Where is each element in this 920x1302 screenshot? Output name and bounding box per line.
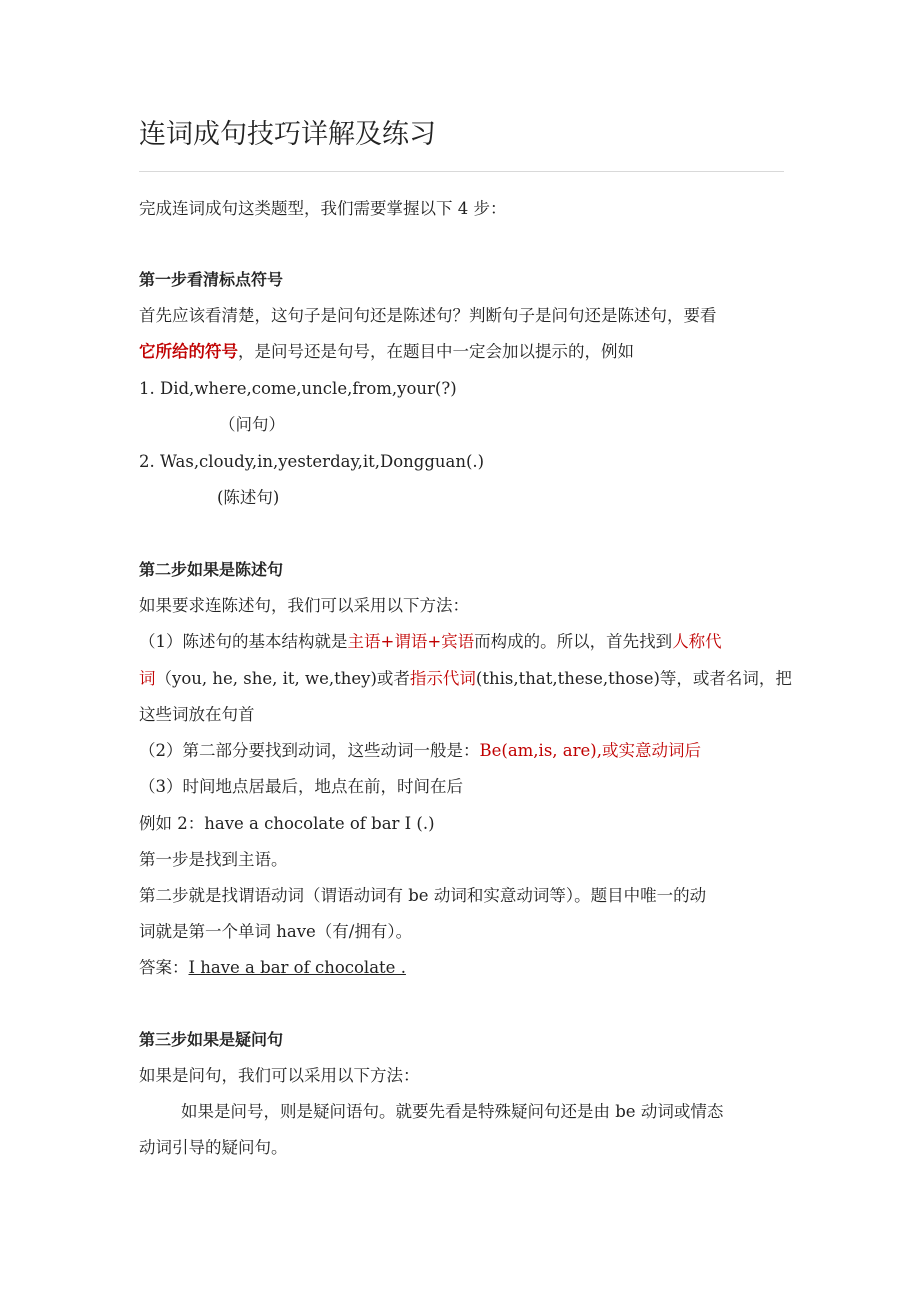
title-divider xyxy=(139,171,784,172)
step2-intro: 如果要求连陈述句，我们可以采用以下方法： xyxy=(139,596,469,615)
step2-sub2: 第二步就是找谓语动词（谓语动词有 be 动词和实意动词等）。题目中唯一的动 xyxy=(139,886,707,905)
step2-point1-line1 xyxy=(139,630,722,654)
verb-highlight: Be(am,is, are),或实意动词后 xyxy=(479,741,701,760)
step3-heading: 第三步如果是疑问句 xyxy=(139,1030,284,1049)
step1-heading: 第一步看清标点符号 xyxy=(139,270,284,289)
demonstrative-highlight: 指示代词 xyxy=(409,669,476,688)
example2-text: 2. Was,cloudy,in,yesterday,it,Dongguan(.) xyxy=(139,452,485,471)
answer-text: I have a bar of chocolate . xyxy=(188,958,406,977)
pronoun-highlight: 人称代 xyxy=(672,632,722,651)
step1-line1: 首先应该看清楚，这句子是问句还是陈述句？判断句子是问句还是陈述句，要看 xyxy=(139,306,717,325)
step1-line2-rest: ，是问号还是句号，在题目中一定会加以提示的，例如 xyxy=(238,342,634,361)
step3-para-line2: 动词引导的疑问句。 xyxy=(139,1138,288,1157)
step3-intro: 如果是问句，我们可以采用以下方法： xyxy=(139,1066,420,1085)
answer-label: 答案： xyxy=(139,958,189,977)
step2-text: (this,that,these,those)等，或者名词，把 xyxy=(475,669,792,688)
step2-example: 例如 2：have a chocolate of bar I (.) xyxy=(139,814,435,833)
structure-highlight: 主语+谓语+宾语 xyxy=(347,632,475,651)
step2-point1-line2 xyxy=(139,667,792,691)
step2-point2 xyxy=(139,739,701,763)
step2-text: 而构成的。所以，首先找到 xyxy=(474,632,673,651)
step2-point3: （3）时间地点居最后，地点在前，时间在后 xyxy=(139,777,463,796)
step2-text: （2）第二部分要找到动词，这些动词一般是： xyxy=(139,741,480,760)
document-title: 连词成句技巧详解及练习 xyxy=(139,119,436,150)
step2-sub3: 词就是第一个单词 have（有/拥有）。 xyxy=(139,922,413,941)
example2-note: (陈述句) xyxy=(217,488,280,507)
step2-text: （you, he, she, it, we,they)或者 xyxy=(155,669,410,688)
example1-text: 1. Did,where,come,uncle,from,your(?) xyxy=(139,379,457,398)
step2-sub1: 第一步是找到主语。 xyxy=(139,850,288,869)
step3-para-line1: 如果是问号，则是疑问语句。就要先看是特殊疑问句还是由 be 动词或情态 xyxy=(181,1102,724,1121)
step2-heading: 第二步如果是陈述句 xyxy=(139,560,284,579)
intro-text: 完成连词成句这类题型，我们需要掌握以下 4 步： xyxy=(139,199,507,218)
step2-point1-line3: 这些词放在句首 xyxy=(139,705,255,724)
pronoun-highlight-end: 词 xyxy=(139,669,156,688)
example1-note: （问句） xyxy=(219,415,285,434)
step1-highlight: 它所给的符号 xyxy=(139,342,238,361)
step2-text: （1）陈述句的基本结构就是 xyxy=(139,632,348,651)
step1-line2 xyxy=(139,340,634,364)
answer-line xyxy=(139,956,406,980)
